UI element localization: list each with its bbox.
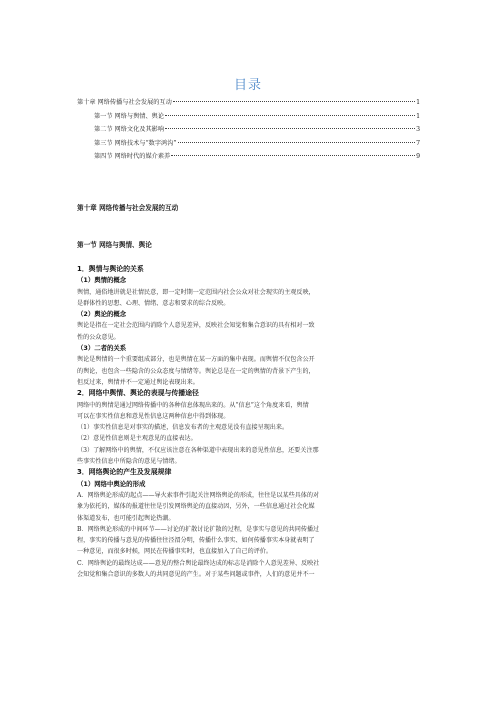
body-line: 性的公众意见。	[77, 333, 120, 341]
toc-entry-label: 第一节 网络与舆情、舆论	[94, 112, 165, 120]
body-line: C．网络舆论的最终达成——意见的整合舆论最终达成的标志是消除个人意见差异、反映社	[77, 559, 320, 567]
toc-leader-dots	[165, 115, 415, 116]
toc-entry-page: 1	[416, 112, 420, 120]
toc-entry-page: 3	[416, 126, 420, 133]
chapter-heading: 第十章 网络传播与社会发展的互动	[77, 204, 179, 212]
toc-entry-label: 第三节 网络技术与“数字鸿沟”	[94, 139, 177, 147]
toc-entry-label: 第十章 网络传播与社会发展的互动	[77, 99, 172, 106]
subsection-subheading: （2）舆论的概念	[77, 310, 127, 319]
body-text	[77, 264, 422, 580]
body-line: 舆论是舆情的一个重要组成部分，也是舆情在某一方面的集中表现。而舆情不仅包含公开	[77, 356, 315, 364]
subsection-heading: 3．网络舆论的产生及发展规律	[77, 468, 172, 477]
body-line: （3）了解网络中的舆情，不仅应该注意在各种渠道中表现出来的意见性信息，还要关注那	[77, 446, 319, 454]
body-line: 但反过来，舆情并不一定通过舆论表现出来。	[77, 378, 199, 386]
body-line: A．网络舆论形成的起点——导火索事件引起关注网络舆论的形成，往往是以某些具体的对	[77, 491, 320, 499]
toc-leader-dots	[178, 142, 416, 143]
toc-entry[interactable]	[77, 96, 420, 110]
toc-entry-label: 第二节 网络文化及其影响	[94, 126, 165, 133]
toc-entry-page: 1	[416, 99, 420, 106]
table-of-contents	[77, 96, 420, 164]
body-line: （1）事实性信息是对事实的描述，信息发布者的主观意见没有直接呈现出来。	[77, 424, 289, 432]
toc-entry[interactable]	[77, 150, 420, 164]
toc-entry-page: 7	[416, 139, 420, 147]
body-line: 网络中的舆情是通过网络传播中的各种信息体现出来的。从“信息”这个角度来看，舆情	[77, 401, 309, 409]
body-line: B．网络舆论形成的中间环节——讨论的扩散讨论扩散的过程，是事实与意见的共同传播过	[77, 525, 320, 533]
body-line: 舆论是指在一定社会范围内消除个人意见差异，反映社会知觉和集合意识的具有相对一致	[77, 322, 315, 330]
body-line: 一种意见，而很多时候，网民在传播事实时，也直接加入了自己的评价。	[77, 548, 272, 556]
toc-leader-dots	[173, 101, 415, 102]
body-line: 象为依托的，媒体的报道往往是引发网络舆论的直接动因，另外，一些信息通过社会化媒	[77, 503, 315, 511]
toc-title: 目录	[233, 78, 262, 93]
toc-leader-dots	[171, 155, 415, 156]
body-line: 程，事实的传播与意见的传播往往泾渭分明，传播什么事实、如何传播事实本身就表明了	[77, 537, 315, 545]
section-heading: 第一节 网络与舆情、舆论	[77, 241, 152, 249]
toc-entry-label: 第四节 网络时代的媒介素养	[94, 153, 171, 160]
toc-entry[interactable]	[77, 137, 420, 151]
subsection-subheading: （1）舆情的概念	[77, 276, 127, 285]
subsection-heading: 1．舆情与舆论的关系	[77, 265, 144, 273]
body-line: 会知觉和集合意识的多数人的共同意见的产生。对于某些问题或事件，人们的意见并不一	[77, 571, 315, 579]
toc-entry-page: 9	[416, 153, 420, 160]
body-line: 可以在事实性信息和意见性信息这两种信息中得到体现。	[77, 412, 230, 420]
body-line: （2）意见性信息则是主观意见的直接表达。	[77, 435, 197, 443]
body-line: 的舆论，也包含一些隐含的公众态度与情绪等。舆论总是在一定的舆情的背景下产生的，	[77, 367, 315, 375]
body-line: 体渠道发布，也可能引起舆论热潮。	[77, 514, 175, 522]
body-line: 些事实性信息中所隐含的意见与情绪。	[77, 458, 181, 466]
body-line: 舆情，通俗地讲就是社情民意，即一定时期一定范围内社会公众对社会现实的主观反映，	[77, 288, 315, 296]
subsection-subheading: （1）网络中舆论的形成	[77, 479, 146, 488]
toc-entry[interactable]	[77, 110, 420, 124]
toc-entry[interactable]	[77, 123, 420, 137]
subsection-heading: 2．网络中舆情、舆论的表现与传播途径	[77, 389, 199, 398]
toc-leader-dots	[165, 128, 415, 129]
subsection-subheading: （3）二者的关系	[77, 344, 127, 353]
body-line: 是群体性的思想、心理、情绪、意志和要求的综合反映。	[77, 299, 230, 307]
